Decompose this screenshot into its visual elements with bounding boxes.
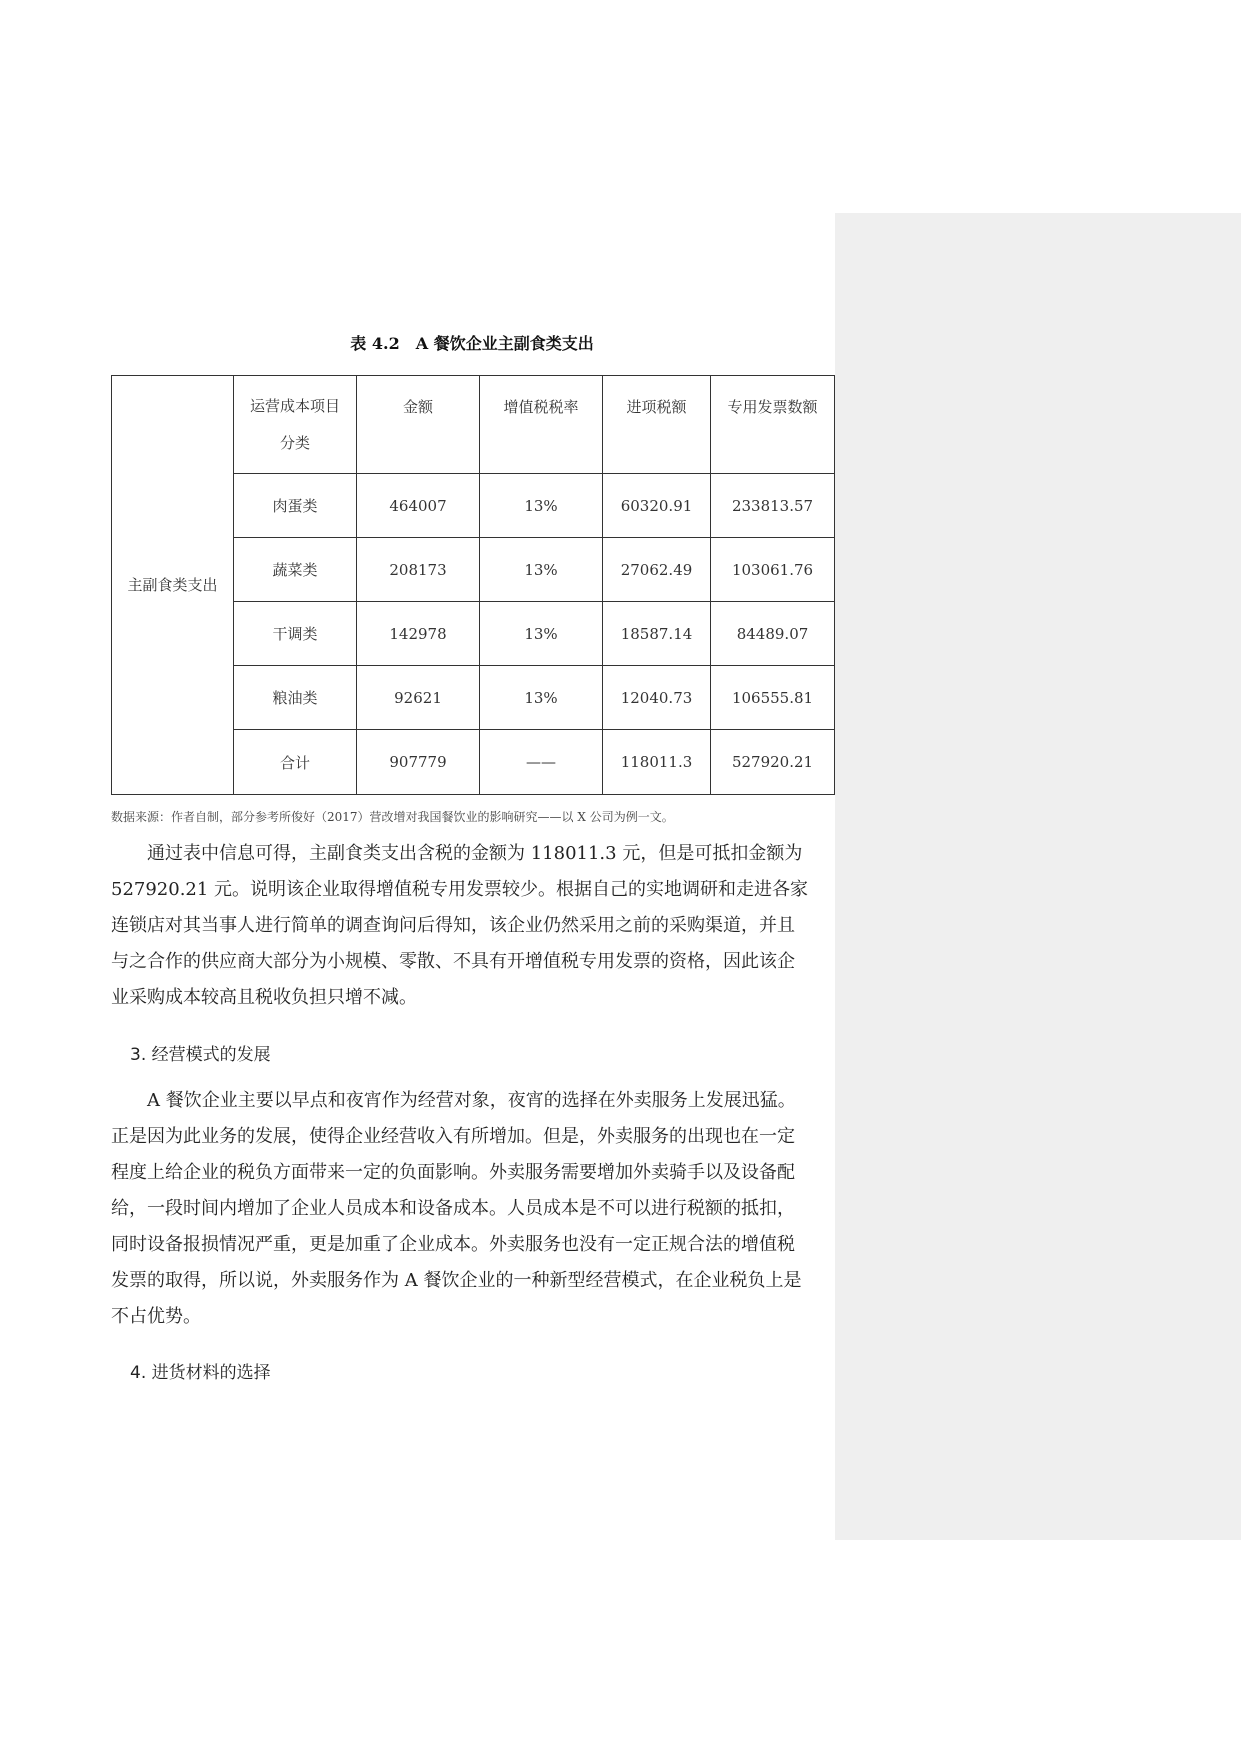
row-group-label: 主副食类支出 [112,376,234,795]
table-cell: 464007 [357,474,480,538]
table-cell: 蔬菜类 [234,538,357,602]
paragraph-line: 正是因为此业务的发展，使得企业经营收入有所增加。但是，外卖服务的出现也在一定 [111,1126,795,1147]
table-cell: 粮油类 [234,666,357,730]
paragraph-line: 527920.21 元。说明该企业取得增值税专用发票较少。根据自己的实地调研和走进各家 [111,879,809,900]
table-cell: 13% [480,474,603,538]
table-cell: 60320.91 [603,474,711,538]
table-cell: 92621 [357,666,480,730]
table-cell: 142978 [357,602,480,666]
table-caption: 表 4.2 A 餐饮企业主副食类支出 [350,334,594,353]
header-cell: 专用发票数额 [711,376,835,474]
expense-table [111,375,835,795]
table-cell: 103061.76 [711,538,835,602]
header-cell: 进项税额 [603,376,711,474]
paragraph-line: 程度上给企业的税负方面带来一定的负面影响。外卖服务需要增加外卖骑手以及设备配 [111,1162,795,1183]
paragraph-line: 不占优势。 [111,1306,201,1327]
paragraph-line: A 餐饮企业主要以早点和夜宵作为经营对象，夜宵的选择在外卖服务上发展迅猛。 [111,1090,796,1111]
table-cell: 干调类 [234,602,357,666]
header-cell: 金额 [357,376,480,474]
table-cell: 12040.73 [603,666,711,730]
table-cell: 118011.3 [603,730,711,795]
paragraph-2 [111,1083,841,1335]
source-note: 数据来源：作者自制，部分参考所俊好（2017）营改增对我国餐饮业的影响研究——以 X 公司为例一文。 [111,810,674,824]
paragraph-line: 发票的取得，所以说，外卖服务作为 A 餐饮企业的一种新型经营模式，在企业税负上是 [111,1270,802,1291]
table-cell: 208173 [357,538,480,602]
paragraph-line: 同时设备报损情况严重，更是加重了企业成本。外卖服务也没有一定正规合法的增值税 [111,1234,795,1255]
section-heading-4: 4. 进货材料的选择 [130,1363,271,1383]
paragraph-line: 通过表中信息可得，主副食类支出含税的金额为 118011.3 元，但是可抵扣金额为 [111,843,803,864]
paragraph-line: 与之合作的供应商大部分为小规模、零散、不具有开增值税专用发票的资格，因此该企 [111,951,795,972]
table-cell: 肉蛋类 [234,474,357,538]
section-heading-3: 3. 经营模式的发展 [130,1045,271,1065]
table-cell: —— [480,730,603,795]
table-cell: 合计 [234,730,357,795]
comment-pane [835,213,1241,1540]
paragraph-line: 给，一段时间内增加了企业人员成本和设备成本。人员成本是不可以进行税额的抵扣， [111,1198,795,1219]
paragraph-1 [111,836,841,1016]
table-cell: 527920.21 [711,730,835,795]
paragraph-line: 业采购成本较高且税收负担只增不减。 [111,987,417,1008]
table-cell: 13% [480,666,603,730]
header-cell: 运营成本项目分类 [234,376,357,474]
paragraph-line: 连锁店对其当事人进行简单的调查询问后得知，该企业仍然采用之前的采购渠道，并且 [111,915,795,936]
table-cell: 84489.07 [711,602,835,666]
header-cell: 增值税税率 [480,376,603,474]
table-cell: 27062.49 [603,538,711,602]
table-cell: 106555.81 [711,666,835,730]
table-header-row [112,376,835,474]
table-cell: 18587.14 [603,602,711,666]
table-cell: 907779 [357,730,480,795]
table-cell: 233813.57 [711,474,835,538]
table-cell: 13% [480,538,603,602]
table-cell: 13% [480,602,603,666]
